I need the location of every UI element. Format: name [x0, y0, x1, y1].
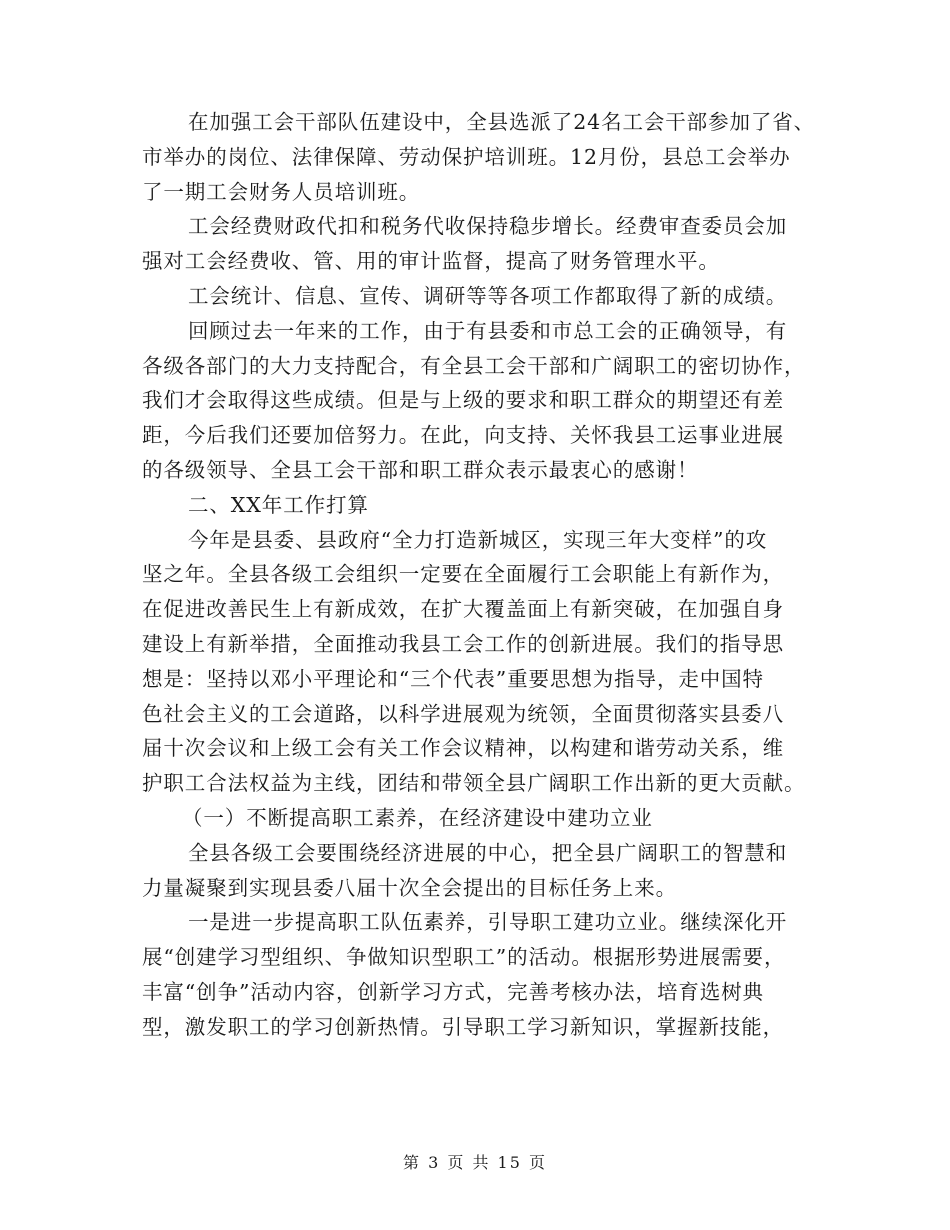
paragraph-line: 一是进一步提高职工队伍素养，引导职工建功立业。继续深化开: [188, 910, 788, 935]
paragraph-line: 力量凝聚到实现县委八届十次全会提出的目标任务上来。: [142, 875, 677, 900]
paragraph-line: 型，激发职工的学习创新热情。引导职工学习新知识，掌握新技能，: [142, 1014, 784, 1039]
body-text: [142, 105, 816, 1045]
paragraph-line: 的各级领导、全县工会干部和职工群众表示最衷心的感谢！: [142, 457, 699, 482]
paragraph-line: 全县各级工会要围绕经济进展的中心，把全县广阔职工的智慧和: [188, 840, 788, 865]
paragraph-line: 工会经费财政代扣和税务代收保持稳步增长。经费审查委员会加: [188, 214, 788, 239]
paragraph-line: 各级各部门的大力支持配合，有全县工会干部和广阔职工的密切协作，: [142, 353, 806, 378]
paragraph-line: 护职工合法权益为主线，团结和带领全县广阔职工作出新的更大贡献。: [142, 771, 806, 796]
paragraph-line: 距，今后我们还要加倍努力。在此，向支持、关怀我县工运事业进展: [142, 423, 784, 448]
paragraph-line: 展“创建学习型组织、争做知识型职工”的活动。根据形势进展需要，: [142, 945, 786, 970]
paragraph-line: 回顾过去一年来的工作，由于有县委和市总工会的正确领导，有: [188, 318, 788, 343]
paragraph-line: 在促进改善民生上有新成效，在扩大覆盖面上有新突破，在加强自身: [142, 597, 784, 622]
paragraph-line: 市举办的岗位、法律保障、劳动保护培训班。12月份，县总工会举办: [142, 144, 791, 169]
paragraph-line: 丰富“创争”活动内容，创新学习方式，完善考核办法，培育选树典: [142, 979, 764, 1004]
paragraph-line: 想是：坚持以邓小平理论和“三个代表”重要思想为指导，走中国特: [142, 666, 764, 691]
paragraph-line: 建设上有新举措，全面推动我县工会工作的创新进展。我们的指导思: [142, 631, 784, 656]
paragraph-line: 今年是县委、县政府“全力打造新城区，实现三年大变样”的攻: [188, 527, 768, 552]
page-number-footer: 第 3 页 共 15 页: [403, 1153, 547, 1172]
section-heading: 二、XX年工作打算: [188, 492, 369, 517]
paragraph-line: 在加强工会干部队伍建设中，全县选派了24名工会干部参加了省、: [188, 110, 816, 134]
subsection-heading: （一）不断提高职工素养，在经济建设中建功立业: [182, 805, 653, 830]
paragraph-line: 坚之年。全县各级工会组织一定要在全面履行工会职能上有新作为，: [142, 562, 784, 587]
paragraph-line: 色社会主义的工会道路，以科学进展观为统领，全面贯彻落实县委八: [142, 701, 784, 726]
paragraph-line: 强对工会经费收、管、用的审计监督，提高了财务管理水平。: [142, 249, 720, 274]
paragraph-line: 届十次会议和上级工会有关工作会议精神，以构建和谐劳动关系，维: [142, 736, 784, 761]
paragraph-line: 我们才会取得这些成绩。但是与上级的要求和职工群众的期望还有差: [142, 388, 784, 413]
paragraph-line: 工会统计、信息、宣传、调研等等各项工作都取得了新的成绩。: [188, 283, 788, 308]
paragraph-line: 了一期工会财务人员培训班。: [142, 179, 421, 204]
